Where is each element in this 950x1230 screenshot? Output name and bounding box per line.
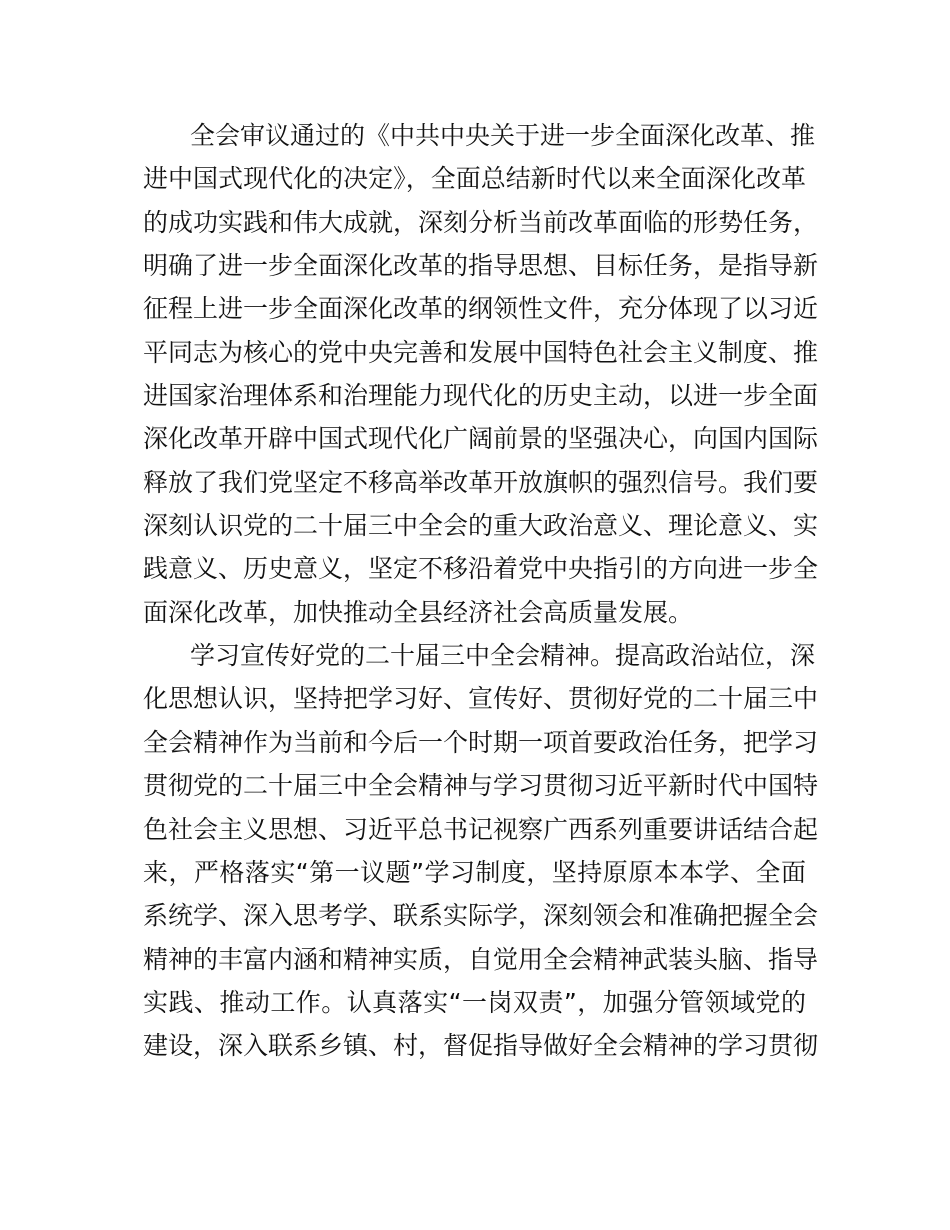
text-line: 明确了进一步全面深化改革的指导思想、目标任务，是指导新 — [143, 251, 819, 281]
text-line: 精神的丰富内涵和精神实质，自觉用全会精神武装头脑、指导 — [143, 944, 819, 974]
paragraph — [143, 114, 819, 634]
text-line: 践意义、历史意义，坚定不移沿着党中央指引的方向进一步全 — [143, 554, 819, 584]
text-line: 释放了我们党坚定不移高举改革开放旗帜的强烈信号。我们要 — [143, 467, 819, 497]
text-line: 实践、推动工作。认真落实“一岗双责”，加强分管领域党的 — [143, 987, 806, 1017]
text-line: 系统学、深入思考学、联系实际学，深刻领会和准确把握全会 — [143, 901, 819, 931]
text-line: 学习宣传好党的二十届三中全会精神。提高政治站位，深 — [190, 641, 816, 671]
text-line: 贯彻党的二十届三中全会精神与学习贯彻习近平新时代中国特 — [143, 771, 819, 801]
text-line: 化思想认识，坚持把学习好、宣传好、贯彻好党的二十届三中 — [143, 684, 819, 714]
text-line: 进国家治理体系和治理能力现代化的历史主动，以进一步全面 — [143, 381, 819, 411]
text-line: 进中国式现代化的决定》，全面总结新时代以来全面深化改革 — [143, 164, 806, 194]
paragraph — [143, 634, 819, 1067]
text-line: 平同志为核心的党中央完善和发展中国特色社会主义制度、推 — [143, 337, 819, 367]
text-line: 来，严格落实“第一议题”学习制度，坚持原原本本学、全面 — [143, 857, 806, 887]
text-line: 深化改革开辟中国式现代化广阔前景的坚强决心，向国内国际 — [143, 424, 819, 454]
text-line: 面深化改革，加快推动全县经济社会高质量发展。 — [143, 597, 694, 627]
text-line: 深刻认识党的二十届三中全会的重大政治意义、理论意义、实 — [143, 511, 819, 541]
document-page — [143, 114, 819, 1068]
text-line: 全会精神作为当前和今后一个时期一项首要政治任务，把学习 — [143, 727, 819, 757]
text-line: 的成功实践和伟大成就，深刻分析当前改革面临的形势任务， — [143, 207, 819, 237]
text-line: 征程上进一步全面深化改革的纲领性文件，充分体现了以习近 — [143, 294, 819, 324]
text-line: 建设，深入联系乡镇、村，督促指导做好全会精神的学习贯彻 — [143, 1031, 819, 1061]
text-line: 色社会主义思想、习近平总书记视察广西系列重要讲话结合起 — [143, 814, 819, 844]
text-line: 全会审议通过的《中共中央关于进一步全面深化改革、推 — [190, 121, 816, 150]
